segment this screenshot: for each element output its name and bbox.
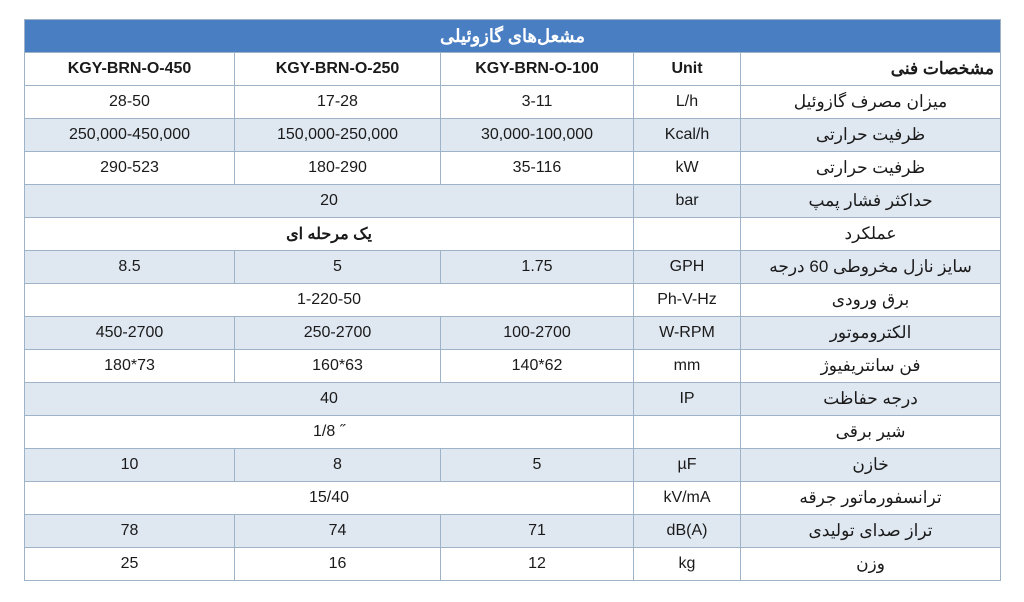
spec-table [24, 19, 1001, 581]
table-row [25, 482, 1001, 515]
value-250: 180-290 [235, 152, 441, 185]
row-label: میزان مصرف گازوئیل [741, 86, 1001, 119]
value-450: 78 [25, 515, 235, 548]
row-label: سایز نازل مخروطی 60 درجه [741, 251, 1001, 284]
value-100: 5 [441, 449, 634, 482]
unit-cell: GPH [634, 251, 741, 284]
table-header-row [25, 53, 1001, 86]
table-row [25, 251, 1001, 284]
unit-cell: L/h [634, 86, 741, 119]
row-label: وزن [741, 548, 1001, 581]
unit-cell: mm [634, 350, 741, 383]
row-label: تراز صدای تولیدی [741, 515, 1001, 548]
value-250: 17-28 [235, 86, 441, 119]
row-label: برق ورودی [741, 284, 1001, 317]
table-title-row [25, 20, 1001, 53]
table-row [25, 119, 1001, 152]
value-100: 35-116 [441, 152, 634, 185]
value-100: 12 [441, 548, 634, 581]
value-450: 25 [25, 548, 235, 581]
value-merged: 20 [25, 185, 634, 218]
table-row [25, 284, 1001, 317]
value-100: 71 [441, 515, 634, 548]
value-250: 8 [235, 449, 441, 482]
value-250: 150,000-250,000 [235, 119, 441, 152]
value-merged: 15/40 [25, 482, 634, 515]
value-450: 450-2700 [25, 317, 235, 350]
unit-cell: Ph-V-Hz [634, 284, 741, 317]
value-250: 250-2700 [235, 317, 441, 350]
unit-cell: µF [634, 449, 741, 482]
unit-cell: IP [634, 383, 741, 416]
unit-cell: dB(A) [634, 515, 741, 548]
value-100: 1.75 [441, 251, 634, 284]
unit-cell: kg [634, 548, 741, 581]
table-row [25, 515, 1001, 548]
value-100: 3-11 [441, 86, 634, 119]
row-label: الکتروموتور [741, 317, 1001, 350]
value-450: 8.5 [25, 251, 235, 284]
row-label: درجه حفاظت [741, 383, 1001, 416]
row-label: ظرفیت حرارتی [741, 119, 1001, 152]
table-row [25, 548, 1001, 581]
value-250: 5 [235, 251, 441, 284]
value-250: 160*63 [235, 350, 441, 383]
unit-cell: W-RPM [634, 317, 741, 350]
row-label: فن سانتریفیوژ [741, 350, 1001, 383]
value-450: 28-50 [25, 86, 235, 119]
table-row [25, 86, 1001, 119]
value-merged: یک مرحله ای [25, 218, 634, 251]
table-row [25, 449, 1001, 482]
table-row [25, 152, 1001, 185]
value-250: 16 [235, 548, 441, 581]
table-title: مشعل‌های گازوئیلی [25, 20, 1001, 53]
model-250-header: KGY-BRN-O-250 [235, 53, 441, 86]
row-label: ظرفیت حرارتی [741, 152, 1001, 185]
value-450: 10 [25, 449, 235, 482]
unit-cell: kV/mA [634, 482, 741, 515]
unit-cell: kW [634, 152, 741, 185]
table-row [25, 350, 1001, 383]
table-row [25, 185, 1001, 218]
unit-cell: bar [634, 185, 741, 218]
unit-header: Unit [634, 53, 741, 86]
value-250: 74 [235, 515, 441, 548]
row-label: ترانسفورماتور جرقه [741, 482, 1001, 515]
model-100-header: KGY-BRN-O-100 [441, 53, 634, 86]
table-row [25, 218, 1001, 251]
row-label: عملکرد [741, 218, 1001, 251]
unit-cell [634, 416, 741, 449]
value-450: 250,000-450,000 [25, 119, 235, 152]
unit-cell [634, 218, 741, 251]
table-row [25, 383, 1001, 416]
value-450: 290-523 [25, 152, 235, 185]
row-label: خازن [741, 449, 1001, 482]
model-450-header: KGY-BRN-O-450 [25, 53, 235, 86]
value-450: 180*73 [25, 350, 235, 383]
unit-cell: Kcal/h [634, 119, 741, 152]
value-merged: 1-220-50 [25, 284, 634, 317]
spec-table-container [24, 19, 1000, 581]
value-merged: 40 [25, 383, 634, 416]
spec-label-header: مشخصات فنی [741, 53, 1001, 86]
value-100: 100-2700 [441, 317, 634, 350]
table-row [25, 317, 1001, 350]
value-100: 140*62 [441, 350, 634, 383]
table-row [25, 416, 1001, 449]
row-label: شیر برقی [741, 416, 1001, 449]
row-label: حداکثر فشار پمپ [741, 185, 1001, 218]
value-merged: 1/8 ˝ [25, 416, 634, 449]
value-100: 30,000-100,000 [441, 119, 634, 152]
